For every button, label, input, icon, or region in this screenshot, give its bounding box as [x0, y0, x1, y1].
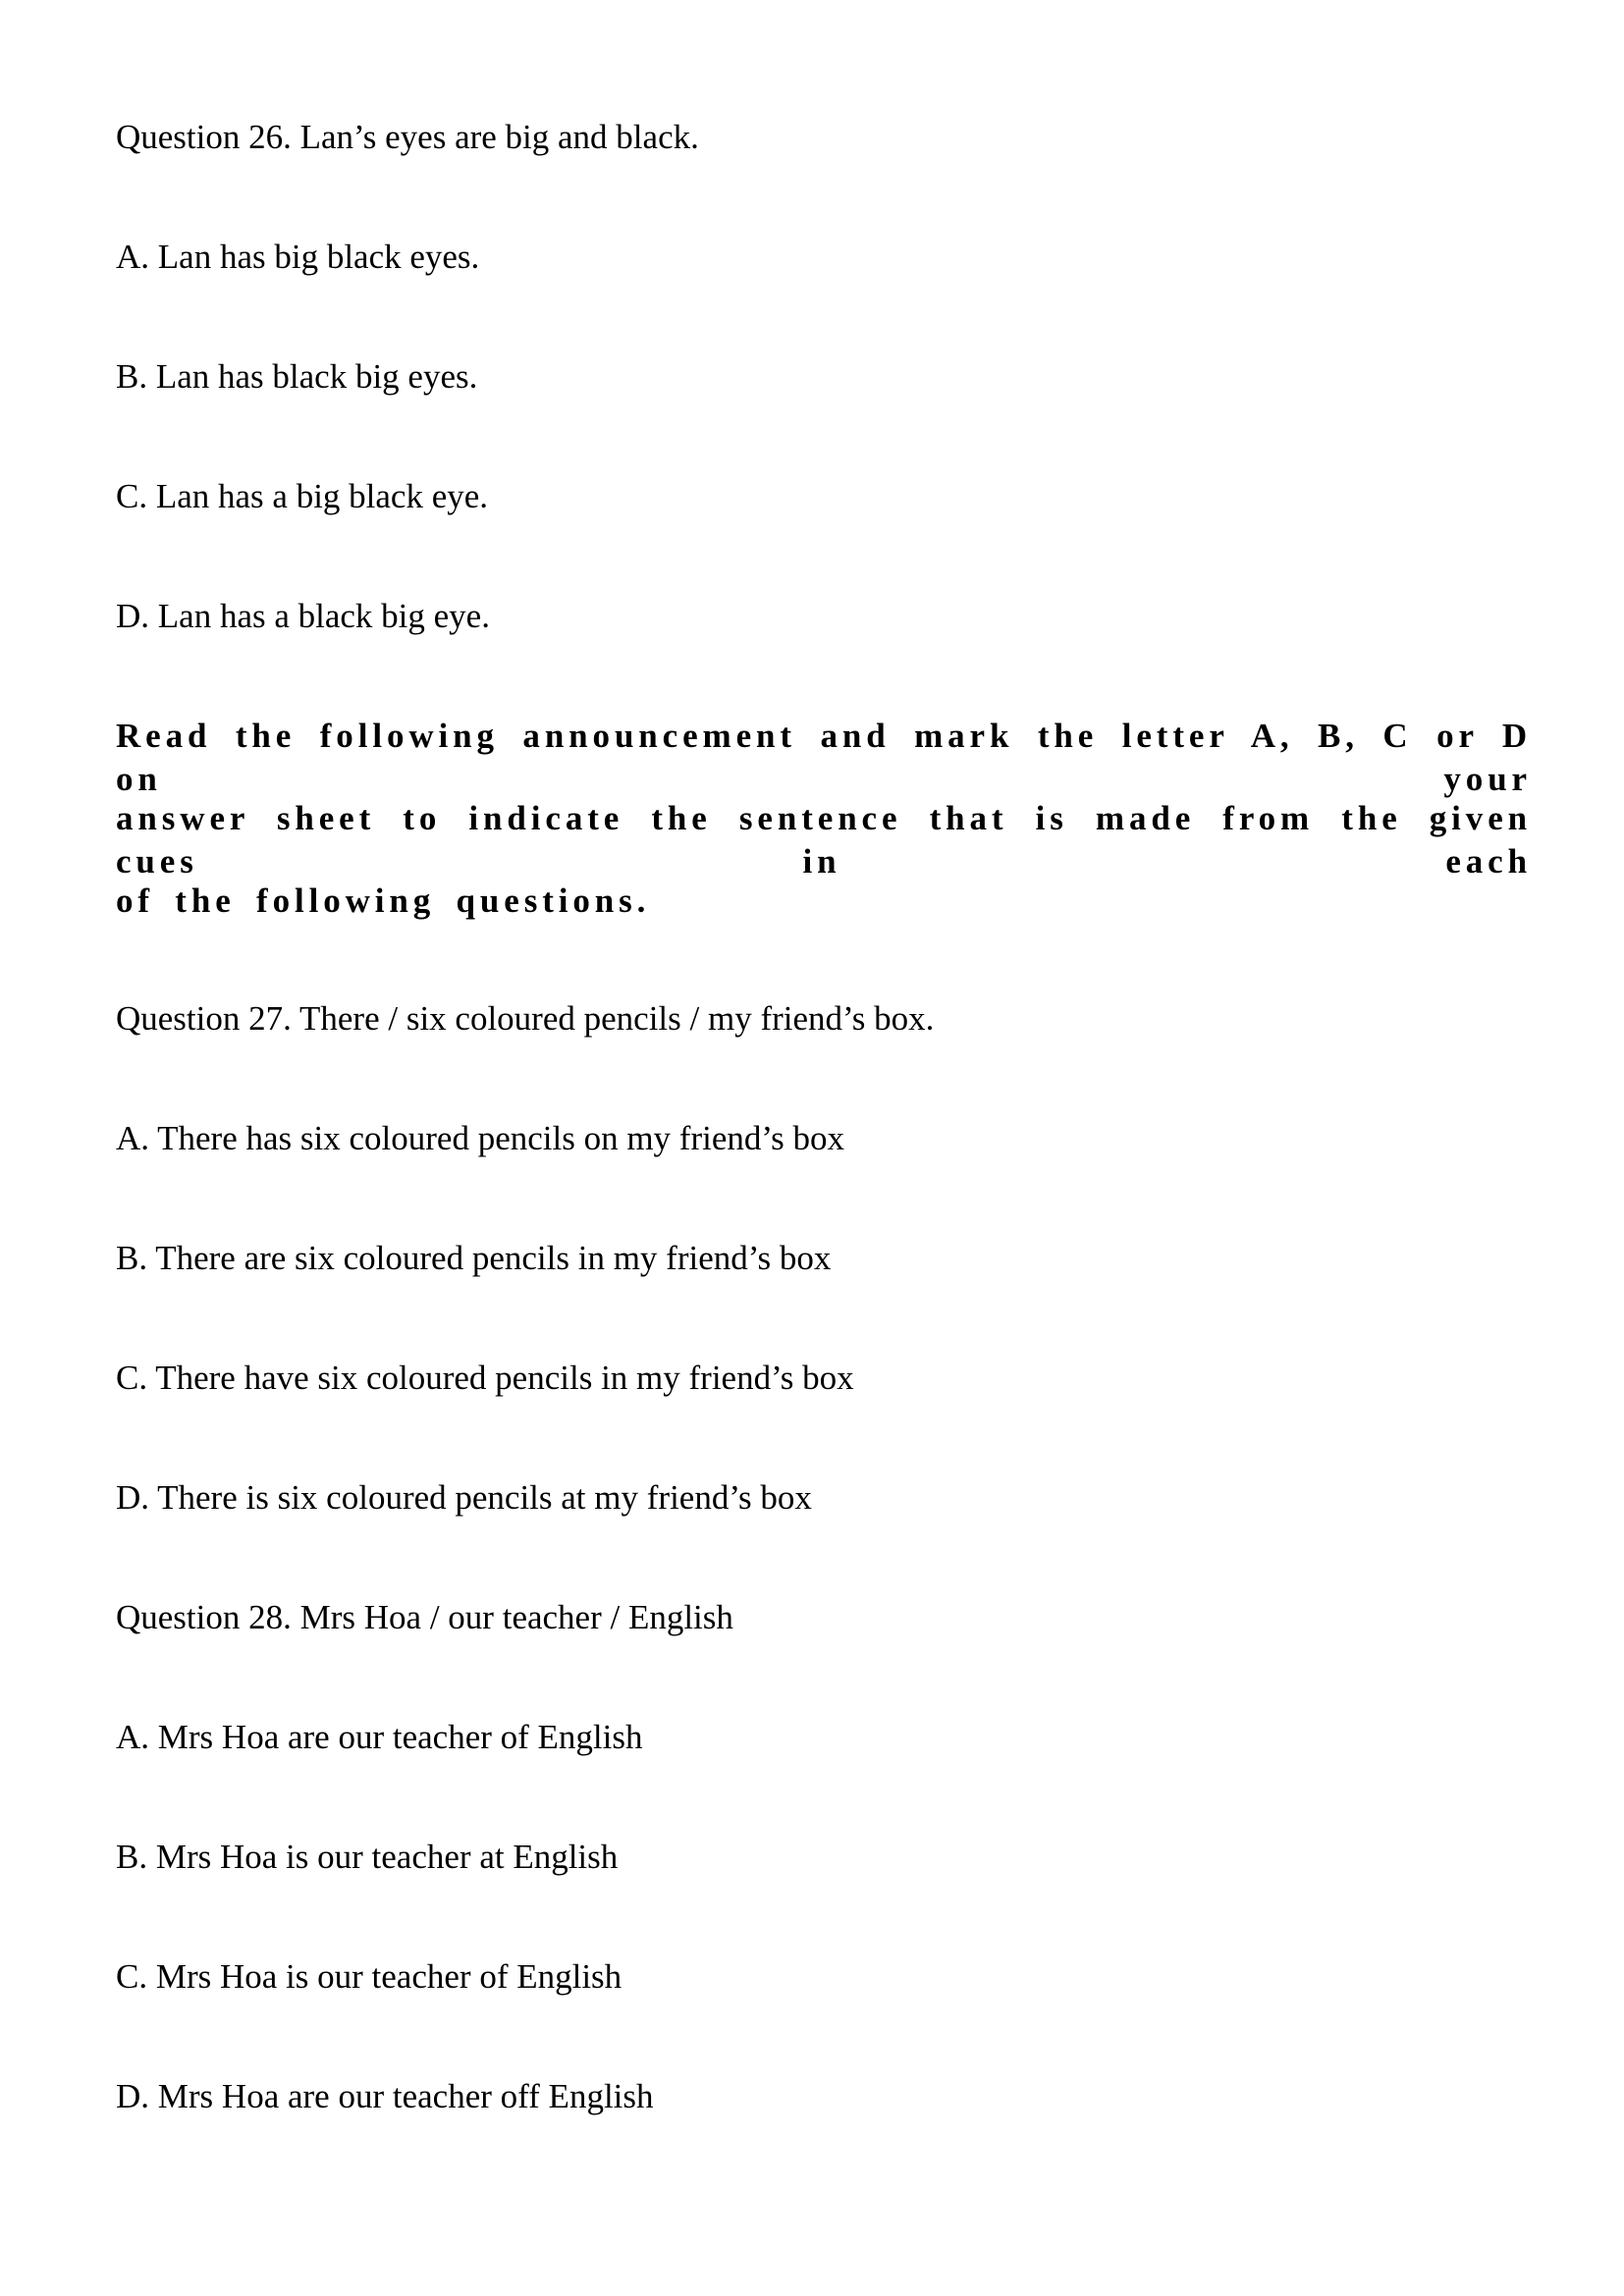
instruction-line-1: Read the following announcement and mark the letter A, B, C or D on your — [116, 717, 1532, 798]
question-27-option-c: C. There have six coloured pencils in my friend’s box — [116, 1359, 854, 1397]
question-28-option-b: B. Mrs Hoa is our teacher at English — [116, 1838, 619, 1876]
question-28-option-a: A. Mrs Hoa are our teacher of English — [116, 1718, 643, 1756]
question-27-text: Question 27. There / six coloured pencils / my friend’s box. — [116, 999, 935, 1038]
question-28-option-c: C. Mrs Hoa is our teacher of English — [116, 1957, 623, 1996]
instruction-line-3: of the following questions. — [116, 881, 651, 920]
question-26-option-c: C. Lan has a big black eye. — [116, 477, 489, 515]
question-26-option-a: A. Lan has big black eyes. — [116, 238, 480, 276]
question-26-text: Question 26. Lan’s eyes are big and black. — [116, 118, 699, 156]
question-28-option-d: D. Mrs Hoa are our teacher off English — [116, 2077, 654, 2115]
section-instruction — [116, 715, 1532, 962]
question-26-option-b: B. Lan has black big eyes. — [116, 357, 478, 396]
question-27-option-b: B. There are six coloured pencils in my friend’s box — [116, 1239, 832, 1277]
question-27-option-d: D. There is six coloured pencils at my friend’s box — [116, 1478, 812, 1517]
instruction-line-2: answer sheet to indicate the sentence that is made from the given cues in each — [116, 799, 1532, 881]
question-28-text: Question 28. Mrs Hoa / our teacher / English — [116, 1598, 733, 1636]
question-27-option-a: A. There has six coloured pencils on my friend’s box — [116, 1119, 844, 1157]
question-26-option-d: D. Lan has a black big eye. — [116, 597, 490, 635]
